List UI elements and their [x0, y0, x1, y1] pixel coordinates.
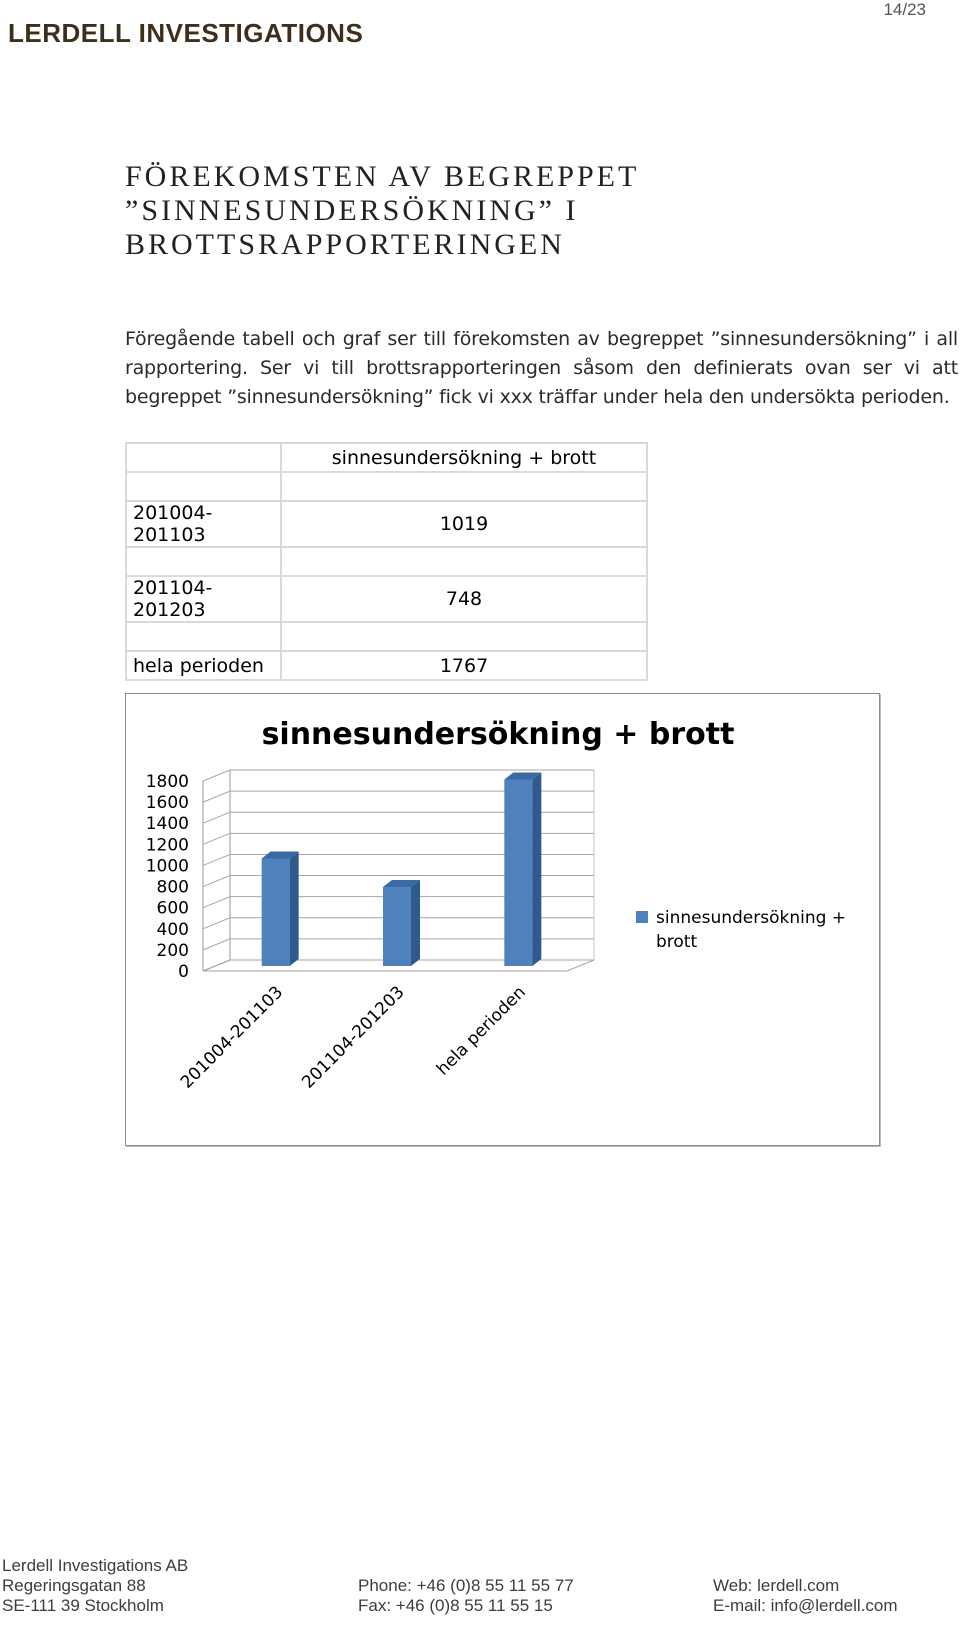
- footer-email: E-mail: info@lerdell.com: [713, 1596, 898, 1615]
- x-tick-label: 201004-201103: [176, 982, 288, 1093]
- table-row-value: 1019: [281, 501, 647, 547]
- table-cell: [281, 622, 647, 651]
- table-row-label: hela perioden: [126, 651, 281, 680]
- table-row: [126, 501, 647, 547]
- footer-phone: Phone: +46 (0)8 55 11 55 77: [358, 1576, 574, 1595]
- table-spacer-row: [126, 622, 647, 651]
- chart-bars: [262, 772, 542, 966]
- legend-label-line: brott: [656, 932, 698, 952]
- y-tick-label: 600: [156, 898, 189, 919]
- table-header-row: [126, 443, 647, 472]
- table-row-label: 201004-201103: [126, 501, 281, 547]
- results-table: [125, 442, 648, 681]
- table-spacer-row: [126, 547, 647, 576]
- page-number: 14/23: [883, 0, 926, 19]
- table-cell: [126, 622, 281, 651]
- heading-line: BROTTSRAPPORTERINGEN: [125, 228, 565, 261]
- y-tick-label: 1400: [145, 814, 189, 835]
- footer-company: Lerdell Investigations AB: [2, 1556, 189, 1575]
- bar-side: [411, 880, 420, 966]
- table-corner-cell: [126, 443, 281, 472]
- y-tick-label: 800: [156, 877, 189, 898]
- bar-chart-svg: [126, 694, 879, 1145]
- heading-line: FÖREKOMSTEN AV BEGREPPET: [125, 160, 640, 193]
- table-row-label: 201104-201203: [126, 576, 281, 622]
- x-tick-label: hela perioden: [432, 982, 530, 1080]
- table-row-value: 1767: [281, 651, 647, 680]
- table-row: [126, 651, 647, 680]
- legend-swatch: [636, 911, 648, 923]
- y-tick-label: 1800: [145, 772, 189, 792]
- table-cell: [126, 547, 281, 576]
- y-tick-label: 400: [156, 919, 189, 940]
- legend-label: [656, 908, 851, 952]
- y-tick-label: 0: [178, 962, 189, 982]
- heading-line: ”SINNESUNDERSÖKNING” I: [125, 194, 579, 227]
- y-tick-label: 200: [156, 940, 189, 961]
- bar: [262, 858, 290, 966]
- bar-side: [532, 772, 541, 966]
- table-column-header: sinnesundersökning + brott: [281, 443, 647, 472]
- table-cell: [281, 547, 647, 576]
- footer-address-line: SE-111 39 Stockholm: [2, 1596, 164, 1615]
- legend-label-line: sinnesundersökning +: [656, 908, 847, 928]
- chart-legend: [636, 908, 851, 952]
- section-heading: [125, 160, 885, 262]
- y-axis-ticks: [146, 772, 189, 982]
- y-tick-label: 1600: [145, 793, 189, 814]
- footer-web: Web: lerdell.com: [713, 1576, 840, 1595]
- table-cell: [281, 472, 647, 501]
- chart-title: sinnesundersökning + brott: [261, 717, 735, 752]
- bar-chart: [125, 693, 880, 1146]
- bar-side: [290, 851, 299, 966]
- bar: [383, 887, 411, 966]
- footer-fax: Fax: +46 (0)8 55 11 55 15: [358, 1596, 553, 1615]
- x-axis-ticks: [177, 982, 530, 1092]
- table-cell: [126, 472, 281, 501]
- table-row-value: 748: [281, 576, 647, 622]
- table-spacer-row: [126, 472, 647, 501]
- y-tick-label: 1200: [145, 835, 189, 856]
- body-paragraph: Föregående tabell och graf ser till förekomsten av begreppet ”sinnesundersökning” i all rapportering. Ser vi till brottsrapporteringen såsom den definierats ovan ser vi att begreppet ”sinnesundersökning” fick vi xxx träffar under hela den undersökta perioden.: [125, 328, 958, 408]
- bar: [504, 779, 532, 966]
- x-tick-label: 201104-201203: [298, 982, 409, 1093]
- table-row: [126, 576, 647, 622]
- footer-address-line: Regeringsgatan 88: [2, 1576, 146, 1595]
- brand-logo-text: LERDELL INVESTIGATIONS: [8, 18, 364, 48]
- y-tick-label: 1000: [145, 856, 189, 877]
